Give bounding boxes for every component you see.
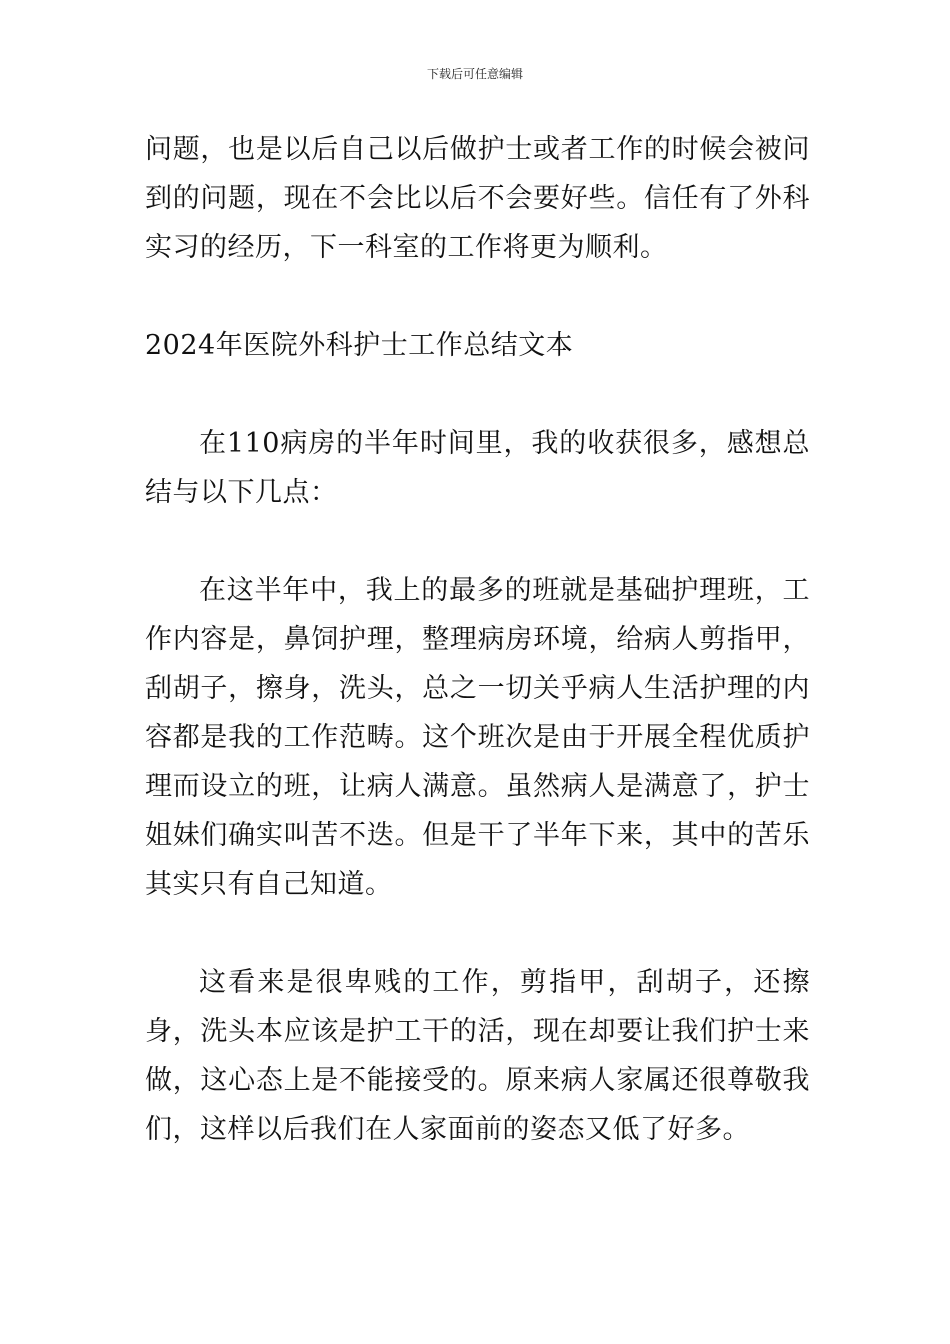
paragraph-continued: 问题，也是以后自己以后做护士或者工作的时候会被问到的问题，现在不会比以后不会要好些。信任有了外科实习的经历，下一科室的工作将更为顺利。 <box>145 134 810 263</box>
section-title: 2024年医院外科护士工作总结文本 <box>145 330 574 361</box>
paragraph-gap <box>145 272 810 321</box>
paragraph-gap <box>145 517 810 566</box>
paragraph-basic-care: 在这半年中，我上的最多的班就是基础护理班，工作内容是，鼻饲护理，整理病房环境，给病人剪指甲，刮胡子，擦身，洗头，总之一切关乎病人生活护理的内容都是我的工作范畴。这个班次是由于开展全程优质护理而设立的班，让病人满意。虽然病人是满意了，护士姐妹们确实叫苦不迭。但是干了半年下来，其中的苦乐其实只有自己知道。 <box>145 575 810 900</box>
paragraph-intro: 在110病房的半年时间里，我的收获很多，感想总结与以下几点： <box>145 428 810 508</box>
paragraph-gap <box>145 909 810 958</box>
document-body <box>145 125 810 1154</box>
paragraph-attitude: 这看来是很卑贱的工作，剪指甲，刮胡子，还擦身，洗头本应该是护工干的活，现在却要让我们护士来做，这心态上是不能接受的。原来病人家属还很尊敬我们，这样以后我们在人家面前的姿态又低了好多。 <box>145 967 810 1145</box>
paragraph-gap <box>145 370 810 419</box>
page-header-note: 下载后可任意编辑 <box>426 67 523 81</box>
